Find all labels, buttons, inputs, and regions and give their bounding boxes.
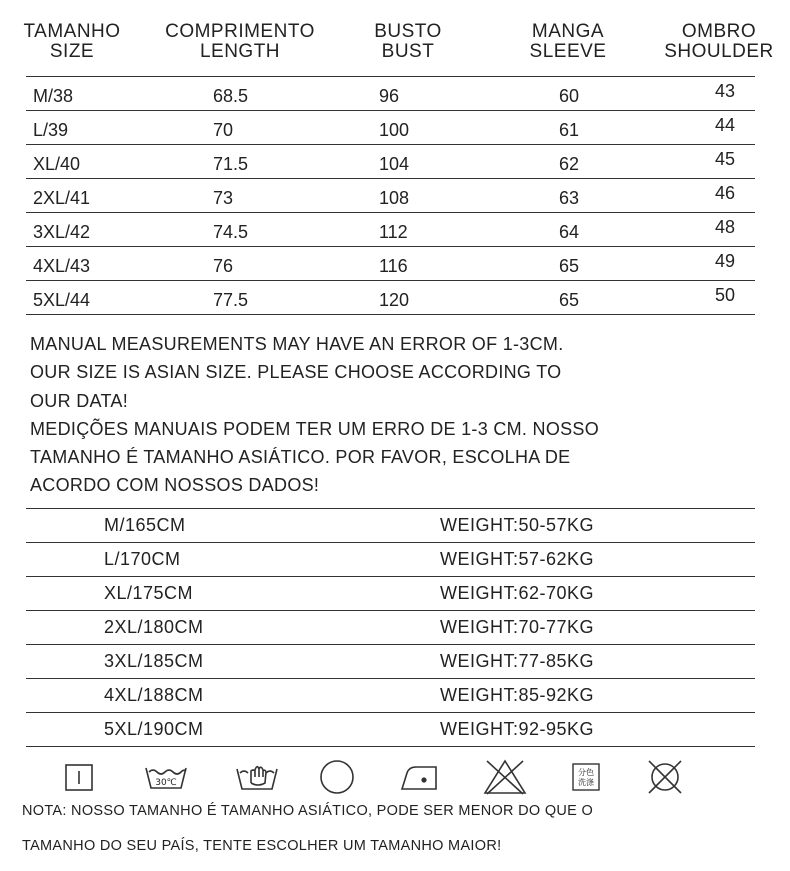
cell-height: 4XL/188CM [104, 685, 204, 705]
table-row [26, 281, 755, 315]
note-line: OUR DATA! [30, 390, 129, 411]
header-pt: OMBRO [681, 21, 757, 42]
wash-separately-label-top: 分色 [578, 768, 594, 777]
cell-shoulder: 50 [715, 285, 736, 305]
header-pt: MANGA [531, 21, 605, 42]
cell-size: L/39 [33, 120, 69, 140]
measurement-notes [30, 330, 770, 500]
table-row [26, 77, 755, 111]
iron-low-icon [396, 758, 444, 796]
note-line: OUR SIZE IS ASIAN SIZE. PLEASE CHOOSE ACCORDING TO [30, 362, 562, 383]
cell-length: 70 [213, 120, 234, 140]
wash-30c-icon [140, 758, 192, 796]
table-row [26, 247, 755, 281]
cell-height: M/165CM [104, 515, 186, 535]
header-size [8, 22, 136, 62]
cell-weight: WEIGHT:92-95KG [440, 719, 595, 739]
hand-wash-icon [232, 758, 282, 796]
cell-sleeve: 63 [559, 188, 580, 208]
cell-height: 3XL/185CM [104, 651, 204, 671]
cell-size: 5XL/44 [33, 290, 91, 310]
cell-weight: WEIGHT:62-70KG [440, 583, 595, 603]
cell-length: 74.5 [213, 222, 249, 242]
height-weight-table [26, 508, 755, 747]
header-pt: COMPRIMENTO [165, 21, 315, 42]
cell-bust: 120 [379, 290, 410, 310]
cell-sleeve: 61 [559, 120, 580, 140]
cell-height: 5XL/190CM [104, 719, 204, 739]
header-shoulder [648, 22, 790, 62]
cell-sleeve: 60 [559, 86, 580, 106]
cell-length: 68.5 [213, 86, 249, 106]
wash-separately-icon [568, 758, 604, 796]
header-en: SHOULDER [664, 41, 774, 62]
dry-clean-icon [318, 758, 356, 796]
cell-weight: WEIGHT:70-77KG [440, 617, 595, 637]
header-length [148, 22, 332, 62]
wash-separately-label-bottom: 洗涤 [578, 778, 594, 787]
header-en: SLEEVE [529, 41, 607, 62]
cell-size: 3XL/42 [33, 222, 91, 242]
tumble-hang-dry-icon [60, 758, 98, 796]
header-pt: TAMANHO [23, 21, 121, 42]
cell-sleeve: 65 [559, 256, 580, 276]
table-row [26, 111, 755, 145]
table-row [26, 713, 755, 747]
cell-shoulder: 46 [715, 183, 736, 203]
cell-length: 73 [213, 188, 234, 208]
cell-bust: 108 [379, 188, 410, 208]
cell-weight: WEIGHT:57-62KG [440, 549, 595, 569]
header-en: SIZE [49, 41, 95, 62]
note-line: MANUAL MEASUREMENTS MAY HAVE AN ERROR OF 1-3CM. [30, 334, 564, 354]
cell-size: 2XL/41 [33, 188, 91, 208]
cell-height: L/170CM [104, 549, 181, 569]
table-row [26, 577, 755, 611]
footer-note-line: NOTA: NOSSO TAMANHO É TAMANHO ASIÁTICO, PODE SER MENOR DO QUE O [22, 803, 594, 819]
table-row [26, 509, 755, 543]
header-pt: BUSTO [374, 21, 442, 42]
header-en: BUST [381, 41, 435, 62]
cell-bust: 96 [379, 86, 400, 106]
cell-length: 71.5 [213, 154, 249, 174]
cell-bust: 112 [379, 222, 408, 242]
note-line: ACORDO COM NOSSOS DADOS! [30, 475, 320, 496]
cell-shoulder: 44 [715, 115, 736, 135]
note-line: MEDIÇÕES MANUAIS PODEM TER UM ERRO DE 1-3 CM. NOSSO [30, 418, 600, 439]
table-row [26, 179, 755, 213]
do-not-bleach-icon [480, 758, 530, 796]
header-sleeve [512, 22, 624, 62]
header-en: LENGTH [199, 41, 281, 62]
cell-size: M/38 [33, 86, 74, 106]
cell-shoulder: 48 [715, 217, 736, 237]
cell-sleeve: 65 [559, 290, 580, 310]
cell-height: XL/175CM [104, 583, 194, 603]
size-table [26, 76, 755, 315]
cell-sleeve: 64 [559, 222, 580, 242]
cell-bust: 116 [379, 256, 408, 276]
wash-30c-label: 30℃ [155, 778, 177, 788]
cell-sleeve: 62 [559, 154, 580, 174]
cell-weight: WEIGHT:85-92KG [440, 685, 595, 705]
cell-size: 4XL/43 [33, 256, 91, 276]
cell-weight: WEIGHT:77-85KG [440, 651, 595, 671]
cell-weight: WEIGHT:50-57KG [440, 515, 595, 535]
cell-height: 2XL/180CM [104, 617, 204, 637]
cell-bust: 104 [379, 154, 410, 174]
footer-note-line: TAMANHO DO SEU PAÍS, TENTE ESCOLHER UM TAMANHO MAIOR! [22, 838, 502, 854]
table-row [26, 645, 755, 679]
cell-length: 77.5 [213, 290, 249, 310]
do-not-tumble-dry-icon [644, 758, 686, 796]
cell-shoulder: 45 [715, 149, 736, 169]
table-row [26, 611, 755, 645]
cell-shoulder: 43 [715, 81, 736, 101]
cell-size: XL/40 [33, 154, 81, 174]
table-row [26, 679, 755, 713]
table-row [26, 543, 755, 577]
header-bust [358, 22, 458, 62]
note-line: TAMANHO É TAMANHO ASIÁTICO. POR FAVOR, ESCOLHA DE [30, 447, 571, 468]
cell-bust: 100 [379, 120, 410, 140]
table-row [26, 213, 755, 247]
table-row [26, 145, 755, 179]
cell-length: 76 [213, 256, 234, 276]
cell-shoulder: 49 [715, 251, 736, 271]
